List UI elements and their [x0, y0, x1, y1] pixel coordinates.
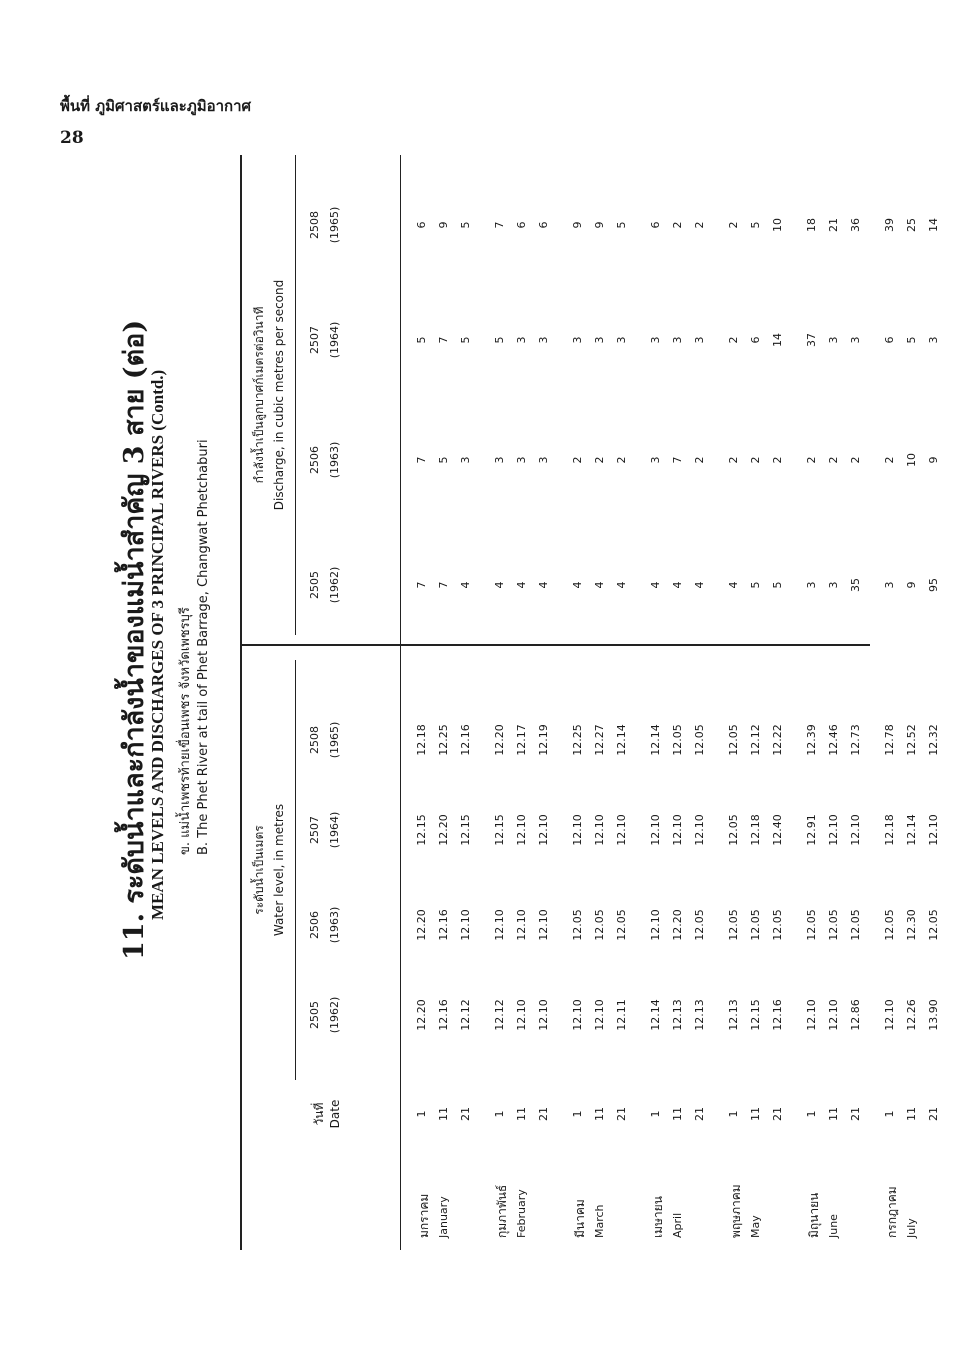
table-row [515, 155, 534, 1250]
discharge-cell: 39 [883, 218, 896, 232]
discharge-cell: 3 [649, 336, 662, 344]
table-row [615, 155, 634, 1250]
water-level-cell: 12.05 [771, 909, 784, 941]
day-cell: 11 [515, 1107, 528, 1121]
discharge-cell: 3 [537, 456, 550, 464]
water-level-cell: 12.10 [537, 999, 550, 1031]
day-cell: 11 [593, 1107, 606, 1121]
water-level-cell: 12.46 [827, 724, 840, 756]
discharge-header-thai: กำลังน้ำเป็นลูกบาศก์เมตรต่อวินาที [252, 306, 266, 484]
discharge-cell: 4 [571, 581, 584, 589]
water-level-cell: 12.10 [615, 814, 628, 846]
day-cell: 1 [883, 1110, 896, 1118]
month-thai: กรกฎาคม [885, 1186, 899, 1238]
water-level-cell: 12.05 [927, 909, 940, 941]
month-english: April [671, 1212, 684, 1238]
water-level-cell: 12.10 [593, 814, 606, 846]
water-level-cell: 12.10 [849, 814, 862, 846]
water-level-cell: 12.05 [805, 909, 818, 941]
water-level-cell: 12.10 [515, 999, 528, 1031]
water-level-cell: 12.05 [749, 909, 762, 941]
water-level-cell: 12.10 [649, 814, 662, 846]
discharge-cell: 9 [927, 456, 940, 464]
discharge-cell: 3 [849, 336, 862, 344]
water-level-cell: 12.05 [615, 909, 628, 941]
water-level-cell: 12.05 [571, 909, 584, 941]
water-level-cell: 12.14 [649, 999, 662, 1031]
discharge-cell: 3 [515, 336, 528, 344]
discharge-cell: 2 [883, 456, 896, 464]
water-level-cell: 12.10 [571, 814, 584, 846]
water-level-cell: 12.15 [415, 814, 428, 846]
discharge-cell: 18 [805, 218, 818, 232]
discharge-cell: 5 [459, 221, 472, 229]
discharge-cell: 3 [459, 456, 472, 464]
water-level-cell: 12.05 [727, 724, 740, 756]
water-level-cell: 12.20 [415, 909, 428, 941]
discharge-cell: 4 [459, 581, 472, 589]
discharge-cell: 3 [805, 581, 818, 589]
month-english: June [827, 1214, 840, 1238]
date-header-thai: วันที่ [312, 1102, 326, 1126]
water-level-cell: 12.05 [727, 814, 740, 846]
water-level-cell: 12.20 [415, 999, 428, 1031]
table-row [927, 155, 946, 1250]
water-level-cell: 12.30 [905, 909, 918, 941]
water-level-cell: 12.73 [849, 724, 862, 756]
discharge-cell: 3 [883, 581, 896, 589]
water-level-cell: 12.18 [883, 814, 896, 846]
discharge-cell: 4 [649, 581, 662, 589]
water-level-cell: 12.12 [493, 999, 506, 1031]
water-level-cell: 12.14 [905, 814, 918, 846]
water-level-cell: 12.16 [459, 724, 472, 756]
discharge-cell: 21 [827, 218, 840, 232]
month-thai: เมษายน [651, 1196, 665, 1238]
water-level-cell: 12.20 [437, 814, 450, 846]
table-row [727, 155, 746, 1250]
discharge-cell: 2 [571, 456, 584, 464]
discharge-cell: 2 [805, 456, 818, 464]
water-level-cell: 12.18 [415, 724, 428, 756]
table-row [805, 155, 824, 1250]
discharge-cell: 4 [693, 581, 706, 589]
discharge-cell: 4 [537, 581, 550, 589]
water-level-cell: 12.78 [883, 724, 896, 756]
discharge-cell: 2 [849, 456, 862, 464]
water-level-cell: 12.10 [805, 999, 818, 1031]
day-cell: 21 [615, 1107, 628, 1121]
water-level-cell: 12.32 [927, 724, 940, 756]
table-row [493, 155, 512, 1250]
water-level-cell: 12.16 [437, 909, 450, 941]
discharge-cell: 2 [727, 336, 740, 344]
discharge-cell: 7 [437, 336, 450, 344]
discharge-cell: 7 [493, 221, 506, 229]
discharge-cell: 3 [693, 336, 706, 344]
discharge-header-english: Discharge, in cubic metres per second [272, 279, 286, 511]
water-level-cell: 12.86 [849, 999, 862, 1031]
water-level-cell: 12.05 [849, 909, 862, 941]
discharge-year-ce-header: (1963) [328, 441, 341, 479]
day-cell: 21 [693, 1107, 706, 1121]
discharge-cell: 25 [905, 218, 918, 232]
discharge-cell: 2 [727, 221, 740, 229]
discharge-cell: 3 [927, 336, 940, 344]
discharge-cell: 2 [593, 456, 606, 464]
discharge-cell: 3 [827, 581, 840, 589]
discharge-cell: 3 [515, 456, 528, 464]
water-level-cell: 12.15 [749, 999, 762, 1031]
water-level-cell: 12.20 [493, 724, 506, 756]
discharge-cell: 35 [849, 578, 862, 592]
water-level-cell: 12.27 [593, 724, 606, 756]
water-level-cell: 12.20 [671, 909, 684, 941]
month-thai: กุมภาพันธ์ [495, 1184, 509, 1238]
rotated-table-page [100, 50, 940, 1250]
table-row [849, 155, 868, 1250]
water-level-year-ce-header: (1964) [328, 811, 341, 849]
water-level-cell: 12.10 [827, 999, 840, 1031]
discharge-year-ce-header: (1965) [328, 206, 341, 244]
table-row [459, 155, 478, 1250]
discharge-cell: 3 [593, 336, 606, 344]
discharge-cell: 10 [771, 218, 784, 232]
water-level-cell: 12.05 [593, 909, 606, 941]
discharge-cell: 95 [927, 578, 940, 592]
water-level-cell: 12.14 [615, 724, 628, 756]
day-cell: 1 [805, 1110, 818, 1118]
day-cell: 21 [537, 1107, 550, 1121]
discharge-cell: 5 [749, 581, 762, 589]
water-level-cell: 12.15 [493, 814, 506, 846]
water-level-cell: 13.90 [927, 999, 940, 1031]
discharge-cell: 5 [493, 336, 506, 344]
date-header-english: Date [328, 1099, 342, 1129]
water-level-cell: 12.15 [459, 814, 472, 846]
discharge-cell: 4 [593, 581, 606, 589]
day-cell: 21 [459, 1107, 472, 1121]
table-row [649, 155, 668, 1250]
water-level-cell: 12.25 [437, 724, 450, 756]
water-level-cell: 12.10 [649, 909, 662, 941]
discharge-cell: 7 [415, 581, 428, 589]
water-level-cell: 12.26 [905, 999, 918, 1031]
discharge-year-header: 2505 [308, 571, 321, 599]
day-cell: 1 [571, 1110, 584, 1118]
discharge-cell: 4 [615, 581, 628, 589]
discharge-cell: 36 [849, 218, 862, 232]
discharge-cell: 2 [671, 221, 684, 229]
discharge-cell: 2 [827, 456, 840, 464]
discharge-cell: 3 [649, 456, 662, 464]
table-subtitle-english: B. The Phet River at tail of Phet Barrage, Changwat Phetchaburi [196, 439, 211, 855]
day-cell: 1 [415, 1110, 428, 1118]
discharge-cell: 6 [883, 336, 896, 344]
water-level-cell: 12.05 [671, 724, 684, 756]
water-level-cell: 12.13 [727, 999, 740, 1031]
day-cell: 21 [849, 1107, 862, 1121]
discharge-year-header: 2507 [308, 326, 321, 354]
water-level-cell: 12.12 [459, 999, 472, 1031]
discharge-cell: 3 [671, 336, 684, 344]
discharge-cell: 10 [905, 453, 918, 467]
day-cell: 1 [493, 1110, 506, 1118]
discharge-cell: 9 [571, 221, 584, 229]
discharge-cell: 7 [671, 456, 684, 464]
month-english: March [593, 1204, 606, 1238]
discharge-cell: 6 [537, 221, 550, 229]
water-level-cell: 12.12 [749, 724, 762, 756]
discharge-cell: 3 [827, 336, 840, 344]
table-row [415, 155, 434, 1250]
day-cell: 21 [927, 1107, 940, 1121]
day-cell: 11 [437, 1107, 450, 1121]
discharge-cell: 4 [493, 581, 506, 589]
discharge-cell: 3 [537, 336, 550, 344]
discharge-cell: 2 [615, 456, 628, 464]
water-level-cell: 12.10 [571, 999, 584, 1031]
water-level-year-ce-header: (1963) [328, 906, 341, 944]
water-level-cell: 12.40 [771, 814, 784, 846]
water-level-cell: 12.13 [693, 999, 706, 1031]
water-level-cell: 12.05 [727, 909, 740, 941]
table-subtitle-thai: ข. แม่น้ำเพชรท้ายเขื่อนเพชร จังหวัดเพชรบุรี [178, 607, 193, 855]
water-level-cell: 12.16 [437, 999, 450, 1031]
table-row [571, 155, 590, 1250]
discharge-cell: 9 [437, 221, 450, 229]
running-head: พื้นที่ ภูมิศาสตร์และภูมิอากาศ [60, 97, 252, 115]
discharge-year-header: 2506 [308, 446, 321, 474]
discharge-cell: 14 [927, 218, 940, 232]
month-thai: มกราคม [417, 1193, 431, 1238]
table-row [593, 155, 612, 1250]
discharge-year-header: 2508 [308, 211, 321, 239]
water-level-cell: 12.10 [537, 814, 550, 846]
water-level-cell: 12.10 [883, 999, 896, 1031]
water-level-cell: 12.10 [927, 814, 940, 846]
water-level-cell: 12.16 [771, 999, 784, 1031]
water-level-cell: 12.10 [593, 999, 606, 1031]
day-cell: 21 [771, 1107, 784, 1121]
discharge-cell: 37 [805, 333, 818, 347]
month-english: January [437, 1196, 450, 1238]
discharge-cell: 6 [749, 336, 762, 344]
discharge-cell: 7 [415, 456, 428, 464]
water-level-cell: 12.10 [515, 814, 528, 846]
discharge-cell: 3 [571, 336, 584, 344]
table-row [437, 155, 456, 1250]
water-level-cell: 12.05 [693, 724, 706, 756]
water-level-year-header: 2506 [308, 911, 321, 939]
water-level-header-english: Water level, in metres [272, 803, 286, 937]
page-number: 28 [60, 128, 84, 148]
table-row [905, 155, 924, 1250]
water-level-cell: 12.22 [771, 724, 784, 756]
day-cell: 1 [727, 1110, 740, 1118]
water-level-year-header: 2507 [308, 816, 321, 844]
table-top-rule [240, 155, 242, 1250]
water-level-cell: 12.18 [749, 814, 762, 846]
discharge-cell: 5 [749, 221, 762, 229]
discharge-cell: 3 [615, 336, 628, 344]
discharge-cell: 2 [693, 221, 706, 229]
water-level-cell: 12.05 [693, 909, 706, 941]
table-row [749, 155, 768, 1250]
table-row [671, 155, 690, 1250]
month-thai: มีนาคม [573, 1199, 587, 1238]
discharge-cell: 14 [771, 333, 784, 347]
day-cell: 11 [905, 1107, 918, 1121]
water-level-cell: 12.10 [537, 909, 550, 941]
water-level-cell: 12.52 [905, 724, 918, 756]
discharge-cell: 2 [693, 456, 706, 464]
water-level-cell: 12.11 [615, 999, 628, 1031]
discharge-cell: 7 [437, 581, 450, 589]
water-level-cell: 12.17 [515, 724, 528, 756]
discharge-cell: 6 [649, 221, 662, 229]
water-level-cell: 12.10 [671, 814, 684, 846]
water-level-cell: 12.91 [805, 814, 818, 846]
table-row [883, 155, 902, 1250]
month-thai: มิถุนายน [807, 1192, 821, 1238]
day-cell: 1 [649, 1110, 662, 1118]
discharge-cell: 5 [437, 456, 450, 464]
water-level-year-ce-header: (1965) [328, 721, 341, 759]
water-level-cell: 12.10 [693, 814, 706, 846]
water-level-cell: 12.39 [805, 724, 818, 756]
water-level-year-ce-header: (1962) [328, 996, 341, 1034]
day-cell: 11 [827, 1107, 840, 1121]
discharge-year-ce-header: (1962) [328, 566, 341, 604]
water-level-cell: 12.13 [671, 999, 684, 1031]
month-english: July [905, 1218, 918, 1238]
water-level-cell: 12.25 [571, 724, 584, 756]
discharge-cell: 3 [493, 456, 506, 464]
table-row [771, 155, 790, 1250]
month-english: May [749, 1215, 762, 1238]
water-level-cell: 12.05 [827, 909, 840, 941]
table-title-english: MEAN LEVELS AND DISCHARGES OF 3 PRINCIPAL RIVERS (Contd.) [148, 369, 167, 920]
water-level-underline [295, 660, 296, 1080]
discharge-underline [295, 155, 296, 635]
discharge-cell: 5 [771, 581, 784, 589]
table-header-rule [400, 155, 401, 1250]
discharge-cell: 6 [415, 221, 428, 229]
month-english: February [515, 1189, 528, 1238]
discharge-cell: 4 [515, 581, 528, 589]
water-level-year-header: 2505 [308, 1001, 321, 1029]
discharge-cell: 2 [727, 456, 740, 464]
water-level-cell: 12.10 [493, 909, 506, 941]
discharge-cell: 9 [905, 581, 918, 589]
discharge-cell: 5 [905, 336, 918, 344]
table-row [827, 155, 846, 1250]
table-title-thai: 11. ระดับน้ำและกำลังน้ำของแม่น้ำสำคัญ 3 สาย (ต่อ) [119, 319, 150, 960]
discharge-cell: 4 [671, 581, 684, 589]
table-row [537, 155, 556, 1250]
discharge-year-ce-header: (1964) [328, 321, 341, 359]
discharge-cell: 4 [727, 581, 740, 589]
water-level-cell: 12.19 [537, 724, 550, 756]
water-level-cell: 12.10 [827, 814, 840, 846]
discharge-cell: 5 [459, 336, 472, 344]
water-level-cell: 12.05 [883, 909, 896, 941]
water-level-cell: 12.10 [515, 909, 528, 941]
discharge-cell: 5 [415, 336, 428, 344]
day-cell: 11 [749, 1107, 762, 1121]
day-cell: 11 [671, 1107, 684, 1121]
table-row [693, 155, 712, 1250]
water-level-header-thai: ระดับน้ำเป็นเมตร [252, 825, 266, 915]
water-level-cell: 12.10 [459, 909, 472, 941]
discharge-cell: 2 [771, 456, 784, 464]
discharge-cell: 9 [593, 221, 606, 229]
discharge-cell: 2 [749, 456, 762, 464]
discharge-cell: 6 [515, 221, 528, 229]
discharge-cell: 5 [615, 221, 628, 229]
water-level-cell: 12.14 [649, 724, 662, 756]
month-thai: พฤษภาคม [729, 1184, 743, 1238]
water-level-year-header: 2508 [308, 726, 321, 754]
